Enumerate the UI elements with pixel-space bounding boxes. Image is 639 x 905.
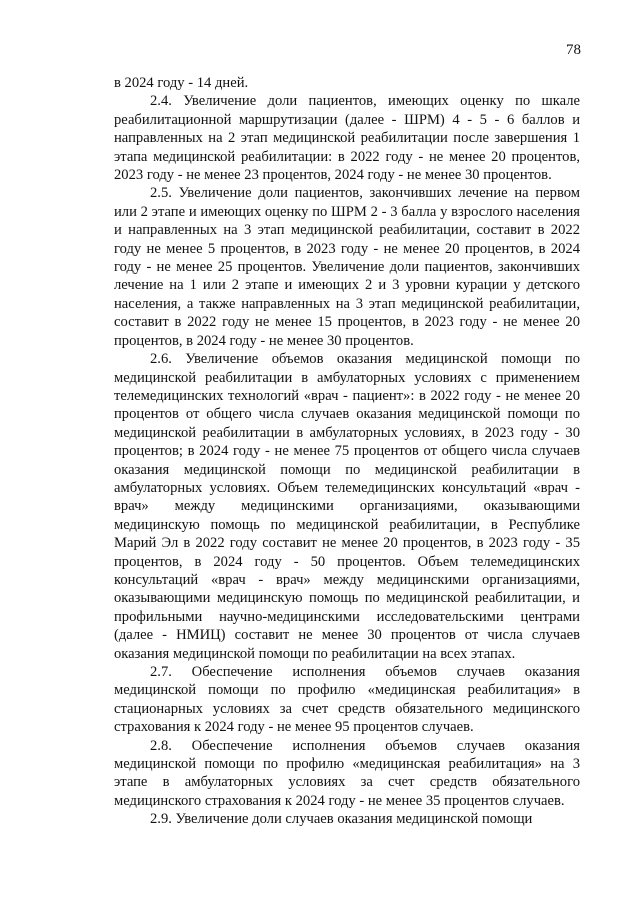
paragraph-2-4: 2.4. Увеличение доли пациентов, имеющих оценку по шкале реабилитационной маршрутизации (далее - ШРМ) 4 - 5 - 6 баллов и направленных на 2 этап медицинской реабилитации после завершения 1 этапа медицинской реабилитации: в 2022 году - не менее 20 процентов, 2023 году - не менее 23 процентов, 2024 году - не менее 30 процентов.: [114, 93, 580, 184]
page-number: 78: [566, 42, 581, 58]
paragraph-2-5: 2.5. Увеличение доли пациентов, закончивших лечение на первом или 2 этапе и имеющих оценку по ШРМ 2 - 3 балла у взрослого населения и направленных на 3 этап медицинской реабилитации, составит в 2022 году не менее 5 процентов, в 2023 году - не менее 20 процентов, в 2024 году - не менее 25 процентов. Увеличение доли пациентов, закончивших лечение на 1 или 2 этапе и имеющих 2 и 3 уровни курации у детского населения, а также направленных на 3 этап медицинской реабилитации, составит в 2022 году не менее 15 процентов, в 2023 году - не менее 20 процентов, в 2024 году - не менее 30 процентов.: [114, 185, 580, 349]
paragraph-2-7: 2.7. Обеспечение исполнения объемов случаев оказания медицинской помощи по профилю «медицинская реабилитация» в стационарных условиях за счет средств обязательного медицинского страхования к 2024 году - не менее 95 процентов случаев.: [114, 664, 580, 736]
paragraph-2-9: 2.9. Увеличение доли случаев оказания медицинской помощи: [150, 811, 533, 828]
paragraph-2-8: 2.8. Обеспечение исполнения объемов случаев оказания медицинской помощи по профилю «медицинская реабилитация» на 3 этапе в амбулаторных условиях за счет средств обязательного медицинского страхования к 2024 году - не менее 35 процентов случаев.: [114, 737, 580, 809]
paragraph-2-6: 2.6. Увеличение объемов оказания медицинской помощи по медицинской реабилитации в амбулаторных условиях с применением телемедицинских технологий «врач - пациент»: в 2022 году - не менее 20 процентов от общего числа случаев оказания медицинской помощи по медицинской реабилитации в амбулаторных условиях, в 2023 году - 30 процентов; в 2024 году - не менее 75 процентов от общего числа случаев оказания медицинской помощи по медицинской реабилитации в амбулаторных условиях. Объем телемедицинских консультаций «врач - врач» между медицинскими организациями, оказывающими медицинскую помощь по медицинской реабилитации, в Республике Марий Эл в 2022 году составит не менее 20 процентов, в 2023 году - 35 процентов, в 2024 году - 50 процентов. Объем телемедицинских консультаций «врач - врач» между медицинскими организациями, оказывающими медицинскую помощь по медицинской реабилитации, и профильными научно-медицинскими исследовательскими центрами (далее - НМИЦ) составит не менее 30 процентов от числа случаев оказания медицинской помощи по реабилитации на всех этапах.: [114, 351, 580, 662]
paragraph-continuation: в 2024 году - 14 дней.: [114, 75, 249, 91]
document-body: [114, 74, 580, 829]
